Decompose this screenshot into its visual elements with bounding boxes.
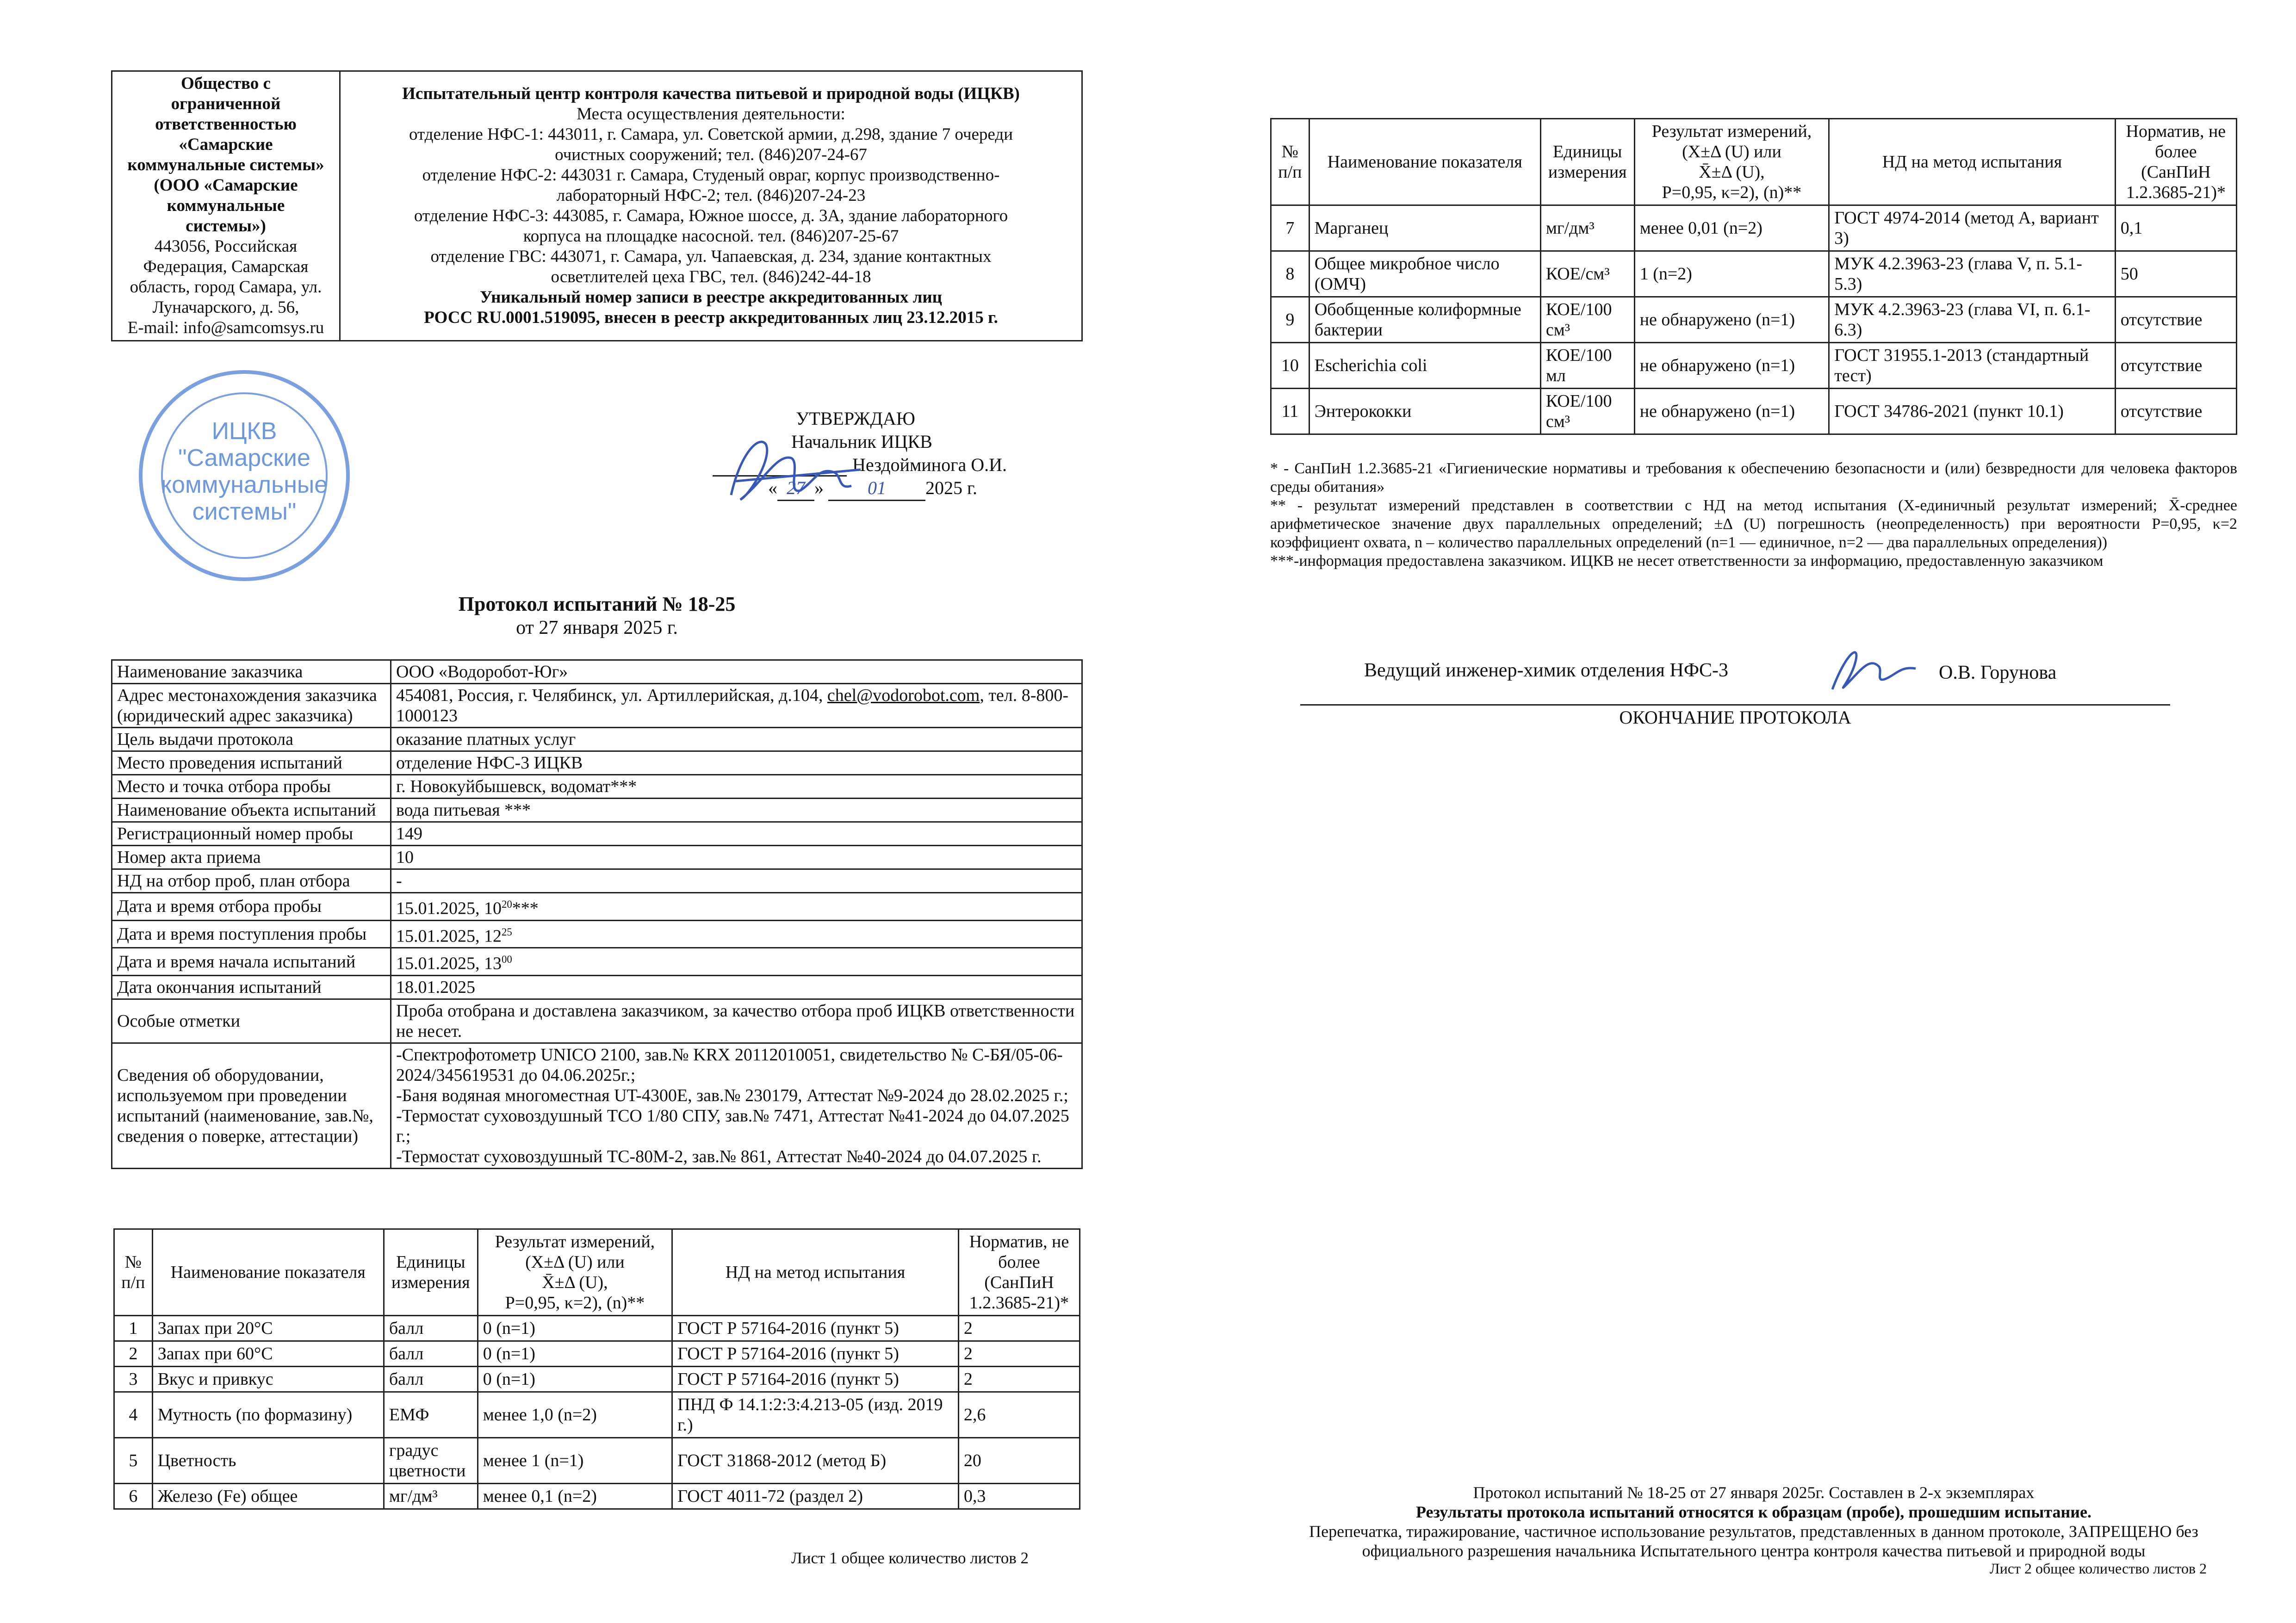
col-name: Наименование показателя <box>1309 119 1540 205</box>
info-row <box>112 920 1082 948</box>
equipment-row <box>112 1043 1082 1168</box>
footnote-1: * - СанПиН 1.2.3685-21 «Гигиенические нормативы и требования к обеспечению безопасности и (или) безвредности для человека факторов среды обитания» <box>1270 460 2237 496</box>
row-norm: 2 <box>958 1367 1080 1392</box>
row-norm: отсутствие <box>2115 343 2236 389</box>
row-name: Мутность (по формазину) <box>152 1392 384 1438</box>
row-norm: 2,6 <box>958 1392 1080 1438</box>
row-result: не обнаружено (n=1) <box>1634 343 1829 389</box>
info-value: оказание платных услуг <box>391 728 1082 751</box>
info-row <box>112 775 1082 799</box>
center-info <box>340 71 1082 341</box>
org-address-line: 443056, Российская <box>154 237 298 256</box>
row-method: ГОСТ 34786-2021 (пункт 10.1) <box>1829 389 2115 434</box>
row-result: менее 1 (n=1) <box>478 1438 672 1484</box>
row-name: Железо (Fe) общее <box>152 1484 384 1509</box>
row-norm: отсутствие <box>2115 389 2236 434</box>
row-method: ГОСТ 4974-2014 (метод А, вариант 3) <box>1829 205 2115 251</box>
row-result: не обнаружено (n=1) <box>1634 389 1829 434</box>
row-num: 9 <box>1271 297 1309 343</box>
org-name-line: «Самарские <box>179 135 273 154</box>
time-minutes: 20 <box>502 898 512 910</box>
results-row <box>1271 251 2237 297</box>
info-row <box>112 975 1082 999</box>
info-value: 15.01.2025, $13^{00}$ <box>391 948 1082 976</box>
row-unit: градус цветности <box>384 1438 478 1484</box>
row-unit: балл <box>384 1341 478 1367</box>
row-norm: 2 <box>958 1341 1080 1367</box>
col-norm: Норматив, не более (СанПиН 1.2.3685-21)* <box>958 1229 1080 1316</box>
protocol-date: от 27 января 2025 г. <box>516 617 678 638</box>
info-key: Цель выдачи протокола <box>112 728 391 751</box>
info-value: 10 <box>391 846 1082 869</box>
row-name: Энтерококки <box>1309 389 1540 434</box>
col-method: НД на метод испытания <box>1829 119 2115 205</box>
info-key: Адрес местонахождения заказчика (юридический адрес заказчика) <box>112 684 391 728</box>
row-method: ГОСТ Р 57164-2016 (пункт 5) <box>672 1316 959 1341</box>
col-unit: Единицы измерения <box>1540 119 1634 205</box>
col-method: НД на метод испытания <box>672 1229 959 1316</box>
customer-email-link[interactable]: chel@vodorobot.com <box>827 686 980 705</box>
col-result-line: X̄±Δ (U), <box>1699 162 1765 182</box>
approve-label: УТВЕРЖДАЮ <box>796 408 915 429</box>
info-row <box>112 728 1082 751</box>
results-row <box>1271 343 2237 389</box>
stamp-text <box>143 418 346 525</box>
row-unit: мг/дм³ <box>384 1484 478 1509</box>
approve-month: 01 <box>828 477 925 501</box>
stamp-seal-icon <box>139 370 350 581</box>
info-row <box>112 684 1082 728</box>
row-name: Обобщенные колиформные бактерии <box>1309 297 1540 343</box>
center-title: Испытательный центр контроля качества питьевой и природной воды (ИЦКВ) <box>402 84 1020 103</box>
col-result-line: Результат измерений, <box>495 1232 655 1251</box>
results-header-row <box>114 1229 1080 1316</box>
footer-line-1: Протокол испытаний № 18-25 от 27 января 2025г. Составлен в 2-х экземплярах <box>1473 1483 2035 1502</box>
org-name-line: ограниченной <box>171 94 281 113</box>
org-name <box>117 74 335 236</box>
engineer-position: Ведущий инженер-химик отделения НФС-3 <box>1364 660 1729 681</box>
place-line: очистных сооружений; тел. (846)207-24-67 <box>555 145 867 164</box>
results-row <box>114 1484 1080 1509</box>
engineer-signature-icon <box>1823 634 1925 703</box>
info-key: Номер акта приема <box>112 846 391 869</box>
info-key: Особые отметки <box>112 999 391 1043</box>
approve-day: 27 <box>777 477 814 501</box>
footnote-2: ** - результат измерений представлен в соответствии с НД на метод испытания (X-единичный результат измерений; X̄-среднее арифметическое значение двух параллельных определений; ±Δ (U) погрешность (неопределенность) при вероятности P=0,95, κ=2 коэффициент охвата, n – количество параллельных определений (n=1 — единичное, n=2 — два параллельных определения)) <box>1270 497 2237 551</box>
row-result: менее 0,01 (n=2) <box>1634 205 1829 251</box>
row-unit: КОЕ/см³ <box>1540 251 1634 297</box>
row-unit: КОЕ/100 см³ <box>1540 389 1634 434</box>
org-address-line: E-mail: info@samcomsys.ru <box>127 318 324 337</box>
col-result-line: X̄±Δ (U), <box>542 1273 608 1292</box>
row-num: 3 <box>114 1367 153 1392</box>
row-result: менее 0,1 (n=2) <box>478 1484 672 1509</box>
row-norm: 0,1 <box>2115 205 2236 251</box>
row-unit: балл <box>384 1316 478 1341</box>
row-method: ГОСТ 31955.1-2013 (стандартный тест) <box>1829 343 2115 389</box>
info-key: Наименование заказчика <box>112 660 391 684</box>
org-name-line: (ООО «Самарские <box>154 176 298 195</box>
row-norm: отсутствие <box>2115 297 2236 343</box>
col-result-line: P=0,95, κ=2), (n)** <box>1662 183 1802 202</box>
equipment-label: Сведения об оборудовании, используемом при проведении испытаний (наименование, зав.№, сведения о поверке, аттестации) <box>112 1043 391 1168</box>
results-row <box>114 1316 1080 1341</box>
org-name-line: коммунальные <box>167 196 285 215</box>
results-row <box>114 1341 1080 1367</box>
col-result-line: P=0,95, κ=2), (n)** <box>505 1293 645 1313</box>
info-row <box>112 948 1082 976</box>
row-method: ГОСТ 4011-72 (раздел 2) <box>672 1484 959 1509</box>
time-minutes: 00 <box>502 954 512 966</box>
col-norm: Норматив, не более (СанПиН 1.2.3685-21)* <box>2115 119 2236 205</box>
org-name-line: Общество с <box>181 74 271 93</box>
org-address-line: Федерация, Самарская <box>143 257 309 276</box>
places-label: Места осуществления деятельности: <box>577 105 845 124</box>
results-row <box>114 1392 1080 1438</box>
results-header-row <box>1271 119 2237 205</box>
page2-sheet: Лист 2 общее количество листов 2 <box>1990 1560 2207 1577</box>
info-value: 15.01.2025, $12^{25}$ <box>391 920 1082 948</box>
info-value: г. Новокуйбышевск, водомат*** <box>391 775 1082 799</box>
place-line: отделение НФС-2: 443031 г. Самара, Студеный овраг, корпус производственно- <box>422 166 1000 185</box>
info-value: Проба отобрана и доставлена заказчиком, за качество отбора проб ИЦКВ ответственности не несет. <box>391 999 1082 1043</box>
row-result: 0 (n=1) <box>478 1341 672 1367</box>
col-result-line: Результат измерений, <box>1651 122 1812 141</box>
info-value: 15.01.2025, $10^{20}***$ <box>391 893 1082 921</box>
info-row <box>112 893 1082 921</box>
info-table <box>111 659 1083 1169</box>
info-key: Дата и время отбора пробы <box>112 893 391 921</box>
info-key: Дата окончания испытаний <box>112 975 391 999</box>
row-unit: мг/дм³ <box>1540 205 1634 251</box>
date-open: « <box>768 477 777 498</box>
info-value: ООО «Водоробот-Юг» <box>391 660 1082 684</box>
info-key: НД на отбор проб, план отбора <box>112 869 391 893</box>
col-result <box>478 1229 672 1316</box>
row-method: ГОСТ 31868-2012 (метод Б) <box>672 1438 959 1484</box>
info-key: Дата и время поступления пробы <box>112 920 391 948</box>
stamp-line: "Самарские <box>178 445 310 471</box>
director-signature-icon <box>722 426 870 514</box>
col-result <box>1634 119 1829 205</box>
row-unit: ЕМФ <box>384 1392 478 1438</box>
row-num: 2 <box>114 1341 153 1367</box>
row-result: 0 (n=1) <box>478 1316 672 1341</box>
equipment-list <box>391 1043 1082 1168</box>
signature-divider <box>1300 704 2170 706</box>
footer-line-3: Перепечатка, тиражирование, частичное использование результатов, представленных в данном протоколе, ЗАПРЕЩЕНО без официального разрешения начальника Испытательного центра контроля качества питьевой и природной воды <box>1309 1522 2198 1560</box>
info-key: Регистрационный номер пробы <box>112 822 391 846</box>
row-num: 5 <box>114 1438 153 1484</box>
place-line: отделение НФС-3: 443085, г. Самара, Южное шоссе, д. 3А, здание лабораторного <box>414 206 1008 225</box>
col-name: Наименование показателя <box>152 1229 384 1316</box>
results-row <box>114 1438 1080 1484</box>
protocol-end: ОКОНЧАНИЕ ПРОТОКОЛА <box>1619 707 1851 728</box>
row-norm: 0,3 <box>958 1484 1080 1509</box>
row-num: 7 <box>1271 205 1309 251</box>
info-row <box>112 660 1082 684</box>
row-num: 11 <box>1271 389 1309 434</box>
info-row <box>112 999 1082 1043</box>
approve-year: 2025 г. <box>925 477 977 498</box>
org-name-line: ответственностью <box>155 115 297 134</box>
row-method: МУК 4.2.3963-23 (глава V, п. 5.1-5.3) <box>1829 251 2115 297</box>
protocol-title-block <box>111 592 1083 639</box>
info-row <box>112 799 1082 822</box>
row-num: 4 <box>114 1392 153 1438</box>
equipment-item: -Баня водяная многоместная UT-4300E, зав.№ 230179, Аттестат №9-2024 до 28.02.2025 г.; <box>396 1085 1068 1105</box>
col-result-line: (X±Δ (U) или <box>1682 142 1781 161</box>
row-norm: 2 <box>958 1316 1080 1341</box>
row-num: 10 <box>1271 343 1309 389</box>
page1-footer: Лист 1 общее количество листов 2 <box>791 1549 1029 1567</box>
org-address-line: Луначарского, д. 56, <box>152 298 299 317</box>
org-address-line: область, город Самара, ул. <box>130 278 322 297</box>
footnotes <box>1270 459 2237 570</box>
row-method: ГОСТ Р 57164-2016 (пункт 5) <box>672 1341 959 1367</box>
row-name: Цветность <box>152 1438 384 1484</box>
row-name: Вкус и привкус <box>152 1367 384 1392</box>
row-num: 6 <box>114 1484 153 1509</box>
header-table <box>111 70 1083 341</box>
info-value: - <box>391 869 1082 893</box>
row-result: 1 (n=2) <box>1634 251 1829 297</box>
row-unit: КОЕ/100 см³ <box>1540 297 1634 343</box>
place-line: осветлителей цеха ГВС, тел. (846)242-44-18 <box>551 267 871 286</box>
date-mid: » <box>814 477 824 498</box>
info-value: 454081, Россия, г. Челябинск, ул. Артиллерийская, д.104, chel@vodorobot.com, тел. 8-800-1000123 <box>391 684 1082 728</box>
info-key: Дата и время начала испытаний <box>112 948 391 976</box>
equipment-item: -Термостат суховоздушный ТС-80М-2, зав.№ 861, Аттестат №40-2024 до 04.07.2025 г. <box>396 1146 1042 1166</box>
registry-line-2: РОСС RU.0001.519095, внесен в реестр аккредитованных лиц 23.12.2015 г. <box>424 308 998 327</box>
org-info <box>112 71 340 341</box>
approve-name: Нездойминога О.И. <box>852 454 1007 475</box>
col-num: № п/п <box>1271 119 1309 205</box>
stamp-line: системы" <box>192 498 297 525</box>
row-unit: балл <box>384 1367 478 1392</box>
row-result: не обнаружено (n=1) <box>1634 297 1829 343</box>
places-list <box>345 124 1077 287</box>
info-key: Место проведения испытаний <box>112 751 391 775</box>
footer-line-2: Результаты протокола испытаний относятся к образцам (пробе), прошедшим испытание. <box>1416 1503 2091 1521</box>
row-name: Запах при 60°С <box>152 1341 384 1367</box>
row-result: менее 1,0 (n=2) <box>478 1392 672 1438</box>
approve-position: Начальник ИЦКВ <box>791 431 932 452</box>
results-table-page1 <box>113 1228 1080 1510</box>
org-name-line: системы») <box>186 217 266 235</box>
info-row <box>112 846 1082 869</box>
row-num: 8 <box>1271 251 1309 297</box>
row-result: 0 (n=1) <box>478 1367 672 1392</box>
results-table-page2 <box>1270 118 2237 435</box>
equipment-item: -Спектрофотометр UNICO 2100, зав.№ KRX 20112010051, свидетельство № С-БЯ/05-06-2024/345619531 до 04.06.2025г.; <box>396 1045 1063 1085</box>
info-row <box>112 822 1082 846</box>
row-name: Марганец <box>1309 205 1540 251</box>
info-value: отделение НФС-3 ИЦКВ <box>391 751 1082 775</box>
results-row <box>114 1367 1080 1392</box>
stamp-line: коммунальные <box>161 471 328 498</box>
row-method: МУК 4.2.3963-23 (глава VI, п. 6.1-6.3) <box>1829 297 2115 343</box>
engineer-name: О.В. Горунова <box>1939 662 2057 683</box>
page2-footer <box>1270 1483 2237 1561</box>
equipment-item: -Термостат суховоздушный ТСО 1/80 СПУ, зав.№ 7471, Аттестат №41-2024 до 04.07.2025 г.; <box>396 1106 1069 1146</box>
place-line: корпуса на площадке насосной. тел. (846)207-25-67 <box>523 227 899 246</box>
info-value: вода питьевая *** <box>391 799 1082 822</box>
row-norm: 20 <box>958 1438 1080 1484</box>
org-address <box>117 236 335 338</box>
place-line: отделение ГВС: 443071, г. Самара, ул. Чапаевская, д. 234, здание контактных <box>430 247 992 266</box>
info-row <box>112 869 1082 893</box>
results-row <box>1271 297 2237 343</box>
time-minutes: 25 <box>502 926 512 938</box>
info-row <box>112 751 1082 775</box>
place-line: лабораторный НФС-2; тел. (846)207-24-23 <box>556 186 866 205</box>
row-method: ГОСТ Р 57164-2016 (пункт 5) <box>672 1367 959 1392</box>
results-row <box>1271 389 2237 434</box>
results-row <box>1271 205 2237 251</box>
col-result-line: (X±Δ (U) или <box>525 1252 625 1272</box>
row-name: Запах при 20°С <box>152 1316 384 1341</box>
place-line: отделение НФС-1: 443011, г. Самара, ул. Советской армии, д.298, здание 7 очереди <box>409 125 1013 144</box>
info-key: Место и точка отбора пробы <box>112 775 391 799</box>
col-unit: Единицы измерения <box>384 1229 478 1316</box>
row-method: ПНД Ф 14.1:2:3:4.213-05 (изд. 2019 г.) <box>672 1392 959 1438</box>
row-num: 1 <box>114 1316 153 1341</box>
row-name: Общее микробное число (ОМЧ) <box>1309 251 1540 297</box>
row-name: Escherichia coli <box>1309 343 1540 389</box>
org-name-line: коммунальные системы» <box>127 155 324 174</box>
row-unit: КОЕ/100 мл <box>1540 343 1634 389</box>
row-norm: 50 <box>2115 251 2236 297</box>
info-value: 18.01.2025 <box>391 975 1082 999</box>
protocol-title: Протокол испытаний № 18-25 <box>458 593 736 615</box>
info-value: 149 <box>391 822 1082 846</box>
col-num: № п/п <box>114 1229 153 1316</box>
info-key: Наименование объекта испытаний <box>112 799 391 822</box>
stamp-line: ИЦКВ <box>211 418 277 445</box>
registry-line-1: Уникальный номер записи в реестре аккредитованных лиц <box>479 288 943 307</box>
footnote-3: ***-информация предоставлена заказчиком. ИЦКВ не несет ответственности за информацию, предоставленную заказчиком <box>1270 552 2104 570</box>
